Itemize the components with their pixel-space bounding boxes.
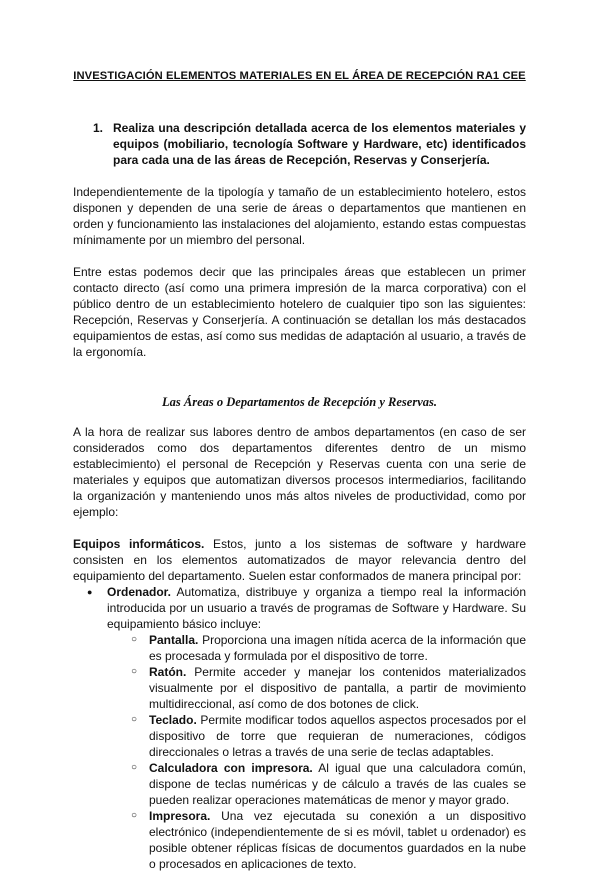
item-text: Automatiza, distribuye y organiza a tiempo real la información introducida por un usuario a través de programas de Software y Hardware. Su equipamiento básico incluye: — [107, 585, 526, 631]
subitem-label: Pantalla. — [149, 633, 199, 647]
subitem-text: Proporciona una imagen nítida acerca de la información que es procesada y formulada por el dispositivo de torre. — [149, 633, 526, 663]
sublist-item — [149, 632, 526, 664]
question-1 — [93, 120, 526, 168]
question-text: Realiza una descripción detallada acerca de los elementos materiales y equipos (mobiliario, tecnología Software y Hardware, etc) identificados para cada una de las áreas de Recepción, Reservas y Conserjería. — [113, 121, 526, 167]
intro-paragraph-2: Entre estas podemos decir que las principales áreas que establecen un primer contacto directo (así como una primera impresión de la marca corporativa) con el público dentro de un establecimiento hotelero de cualquier tipo son las siguientes: Recepción, Reservas y Conserjería. A continuación se detallan los más destacados equipamientos de estas, así como sus medidas de adaptación al usuario, a través de la ergonomía. — [73, 265, 526, 359]
intro-paragraph-1: Independientemente de la tipología y tamaño de un establecimiento hotelero, estos disponen y dependen de una serie de áreas o departamentos que mantienen en orden y funcionamiento las instalaciones del alojamiento, estando estas compuestas mínimamente por un miembro del personal. — [73, 185, 526, 247]
subitem-label: Impresora. — [149, 809, 211, 823]
subitem-text: Permite modificar todos aquellos aspectos procesados por el dispositivo de torre que requieran de numeraciones, códigos direccionales o letras a través de una serie de teclas adaptables. — [149, 713, 526, 759]
ordenador-sublist — [107, 632, 526, 872]
document-title: INVESTIGACIÓN ELEMENTOS MATERIALES EN EL ÁREA DE RECEPCIÓN RA1 CEE — [73, 70, 526, 82]
item-label: Ordenador. — [107, 585, 172, 599]
equipment-list — [73, 584, 526, 872]
subitem-text: Al igual que una calculadora común, dispone de teclas numéricas y de cálculo a través de las cuales se pueden realizar operaciones matemáticas de menor y mayor grado. — [149, 761, 526, 807]
equipos-text: Estos, junto a los sistemas de software y hardware consisten en los elementos automatizados de mayor relevancia dentro del equipamiento del departamento. Suelen estar conformados de manera principal por: — [73, 537, 526, 583]
subitem-label: Calculadora con impresora. — [149, 761, 313, 775]
sublist-item — [149, 808, 526, 872]
question-number: 1. — [93, 121, 104, 135]
subitem-label: Teclado. — [149, 713, 197, 727]
subitem-label: Ratón. — [149, 665, 187, 679]
subitem-text: Una vez ejecutada su conexión a un dispositivo electrónico (independientemente de si es móvil, tablet u ordenador) es posible obtener réplicas físicas de documentos guardados en la nube o procesados en aplicaciones de texto. — [149, 809, 526, 871]
section-heading: Las Áreas o Departamentos de Recepción y Reservas. — [162, 395, 437, 409]
subitem-text: Permite acceder y manejar los contenidos materializados visualmente por el dispositivo de pantalla, a partir de movimiento multidireccional, así como de dos botones de click. — [149, 665, 526, 711]
sublist-item — [149, 712, 526, 760]
section-paragraph: A la hora de realizar sus labores dentro de ambos departamentos (en caso de ser considerados como dos departamentos diferentes dentro de un mismo establecimiento) el personal de Recepción y Reservas cuenta con una serie de materiales y equipos que automatizan diversos procesos intermediarios, facilitando la organización y manteniendo unos más altos niveles de productividad, como por ejemplo: — [73, 425, 526, 519]
list-item-ordenador — [107, 584, 526, 872]
sublist-item — [149, 664, 526, 712]
equipos-paragraph — [73, 536, 526, 584]
equipos-label: Equipos informáticos. — [73, 537, 205, 551]
sublist-item — [149, 760, 526, 808]
